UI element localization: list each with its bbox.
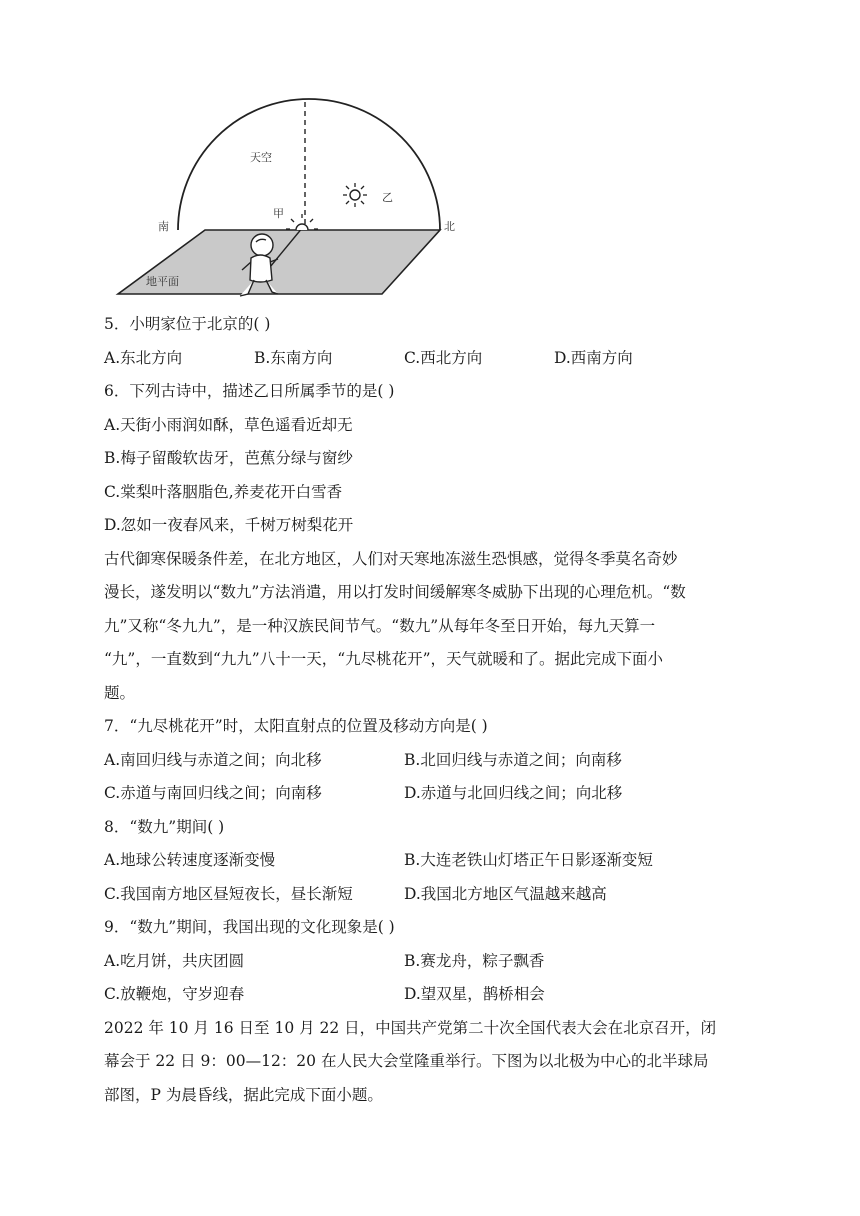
question-9-option-d: D.望双星，鹊桥相会 xyxy=(404,985,545,1003)
sky-dome-arc xyxy=(178,99,440,230)
sun-b-icon xyxy=(343,183,367,207)
label-sun-b: 乙 xyxy=(382,191,393,204)
passage-1-line: 漫长，遂发明以“数九”方法消遣，用以打发时间缓解寒冬威胁下出现的心理危机。“数 xyxy=(104,583,686,601)
question-8-options-row2 xyxy=(104,878,764,912)
question-8-option-c: C.我国南方地区昼短夜长，昼长渐短 xyxy=(104,884,353,903)
question-5-stem: 5．小明家位于北京的( ) xyxy=(104,315,271,333)
label-sky: 天空 xyxy=(250,151,272,164)
question-9-options-row2 xyxy=(104,978,764,1012)
sky-dome-diagram xyxy=(110,82,460,304)
question-8-stem: 8．“数九”期间( ) xyxy=(104,817,225,836)
passage-2-line: 部图，P 为晨昏线，据此完成下面小题。 xyxy=(104,1085,383,1104)
question-6-stem: 6．下列古诗中，描述乙日所属季节的是( ) xyxy=(104,382,395,400)
passage-2-line: 幕会于 22 日 9：00—12：20 在人民大会堂隆重举行。下图为以北极为中心的北半球局 xyxy=(104,1052,709,1070)
question-7-option-a: A.南回归线与赤道之间；向北移 xyxy=(104,750,322,769)
question-7-options-row2 xyxy=(104,777,764,811)
question-5-options xyxy=(104,342,764,376)
question-6-option-b: B.梅子留酸软齿牙，芭蕉分绿与窗纱 xyxy=(104,449,353,467)
question-7-options-row1 xyxy=(104,744,764,778)
question-content xyxy=(104,308,764,1112)
question-7-stem: 7．“九尽桃花开”时，太阳直射点的位置及移动方向是( ) xyxy=(104,717,488,735)
label-south: 南 xyxy=(158,220,169,233)
question-8-option-a: A.地球公转速度逐渐变慢 xyxy=(104,851,276,869)
question-9-option-b: B.赛龙舟，粽子飘香 xyxy=(404,951,545,970)
question-8-option-d: D.我国北方地区气温越来越高 xyxy=(404,884,607,903)
sun-a-icon xyxy=(286,214,318,230)
question-6-option-d: D.忽如一夜春风来，千树万树梨花开 xyxy=(104,516,354,534)
passage-1-line: 古代御寒保暖条件差，在北方地区，人们对天寒地冻滋生恐惧感，觉得冬季莫名奇妙 xyxy=(104,549,678,568)
question-9-option-c: C.放鞭炮，守岁迎春 xyxy=(104,985,245,1003)
passage-1-line: 九”又称“冬九九”，是一种汉族民间节气。“数九”从每年冬至日开始，每九天算一 xyxy=(104,616,656,635)
question-9-option-a: A.吃月饼，共庆团圆 xyxy=(104,951,245,970)
label-ground: 地平面 xyxy=(146,275,179,288)
question-8-option-b: B.大连老铁山灯塔正午日影逐渐变短 xyxy=(404,851,653,869)
question-5-option-b: B.东南方向 xyxy=(254,348,333,367)
passage-1-line: “九”，一直数到“九九”八十一天，“九尽桃花开”，天气就暖和了。据此完成下面小 xyxy=(104,650,664,668)
question-9-stem: 9．“数九”期间，我国出现的文化现象是( ) xyxy=(104,918,395,936)
question-7-option-b: B.北回归线与赤道之间；向南移 xyxy=(404,750,622,769)
question-9-options-row1 xyxy=(104,945,764,979)
question-7-option-d: D.赤道与北回归线之间；向北移 xyxy=(404,784,623,802)
passage-2-line: 2022 年 10 月 16 日至 10 月 22 日，中国共产党第二十次全国代表大会在北京召开，闭 xyxy=(104,1018,717,1037)
question-5-option-c: C.西北方向 xyxy=(404,348,483,367)
passage-1-line: 题。 xyxy=(104,683,136,702)
label-north: 北 xyxy=(444,220,455,233)
label-sun-a: 甲 xyxy=(273,207,284,220)
question-6-option-c: C.棠梨叶落胭脂色,养麦花开白雪香 xyxy=(104,482,343,501)
question-6-option-a: A.天街小雨润如酥，草色遥看近却无 xyxy=(104,415,353,434)
question-8-options-row1 xyxy=(104,844,764,878)
question-5-option-a: A.东北方向 xyxy=(104,348,183,367)
question-7-option-c: C.赤道与南回归线之间；向南移 xyxy=(104,784,322,802)
sky-dome-figure xyxy=(110,82,460,304)
question-5-option-d: D.西南方向 xyxy=(554,348,633,367)
